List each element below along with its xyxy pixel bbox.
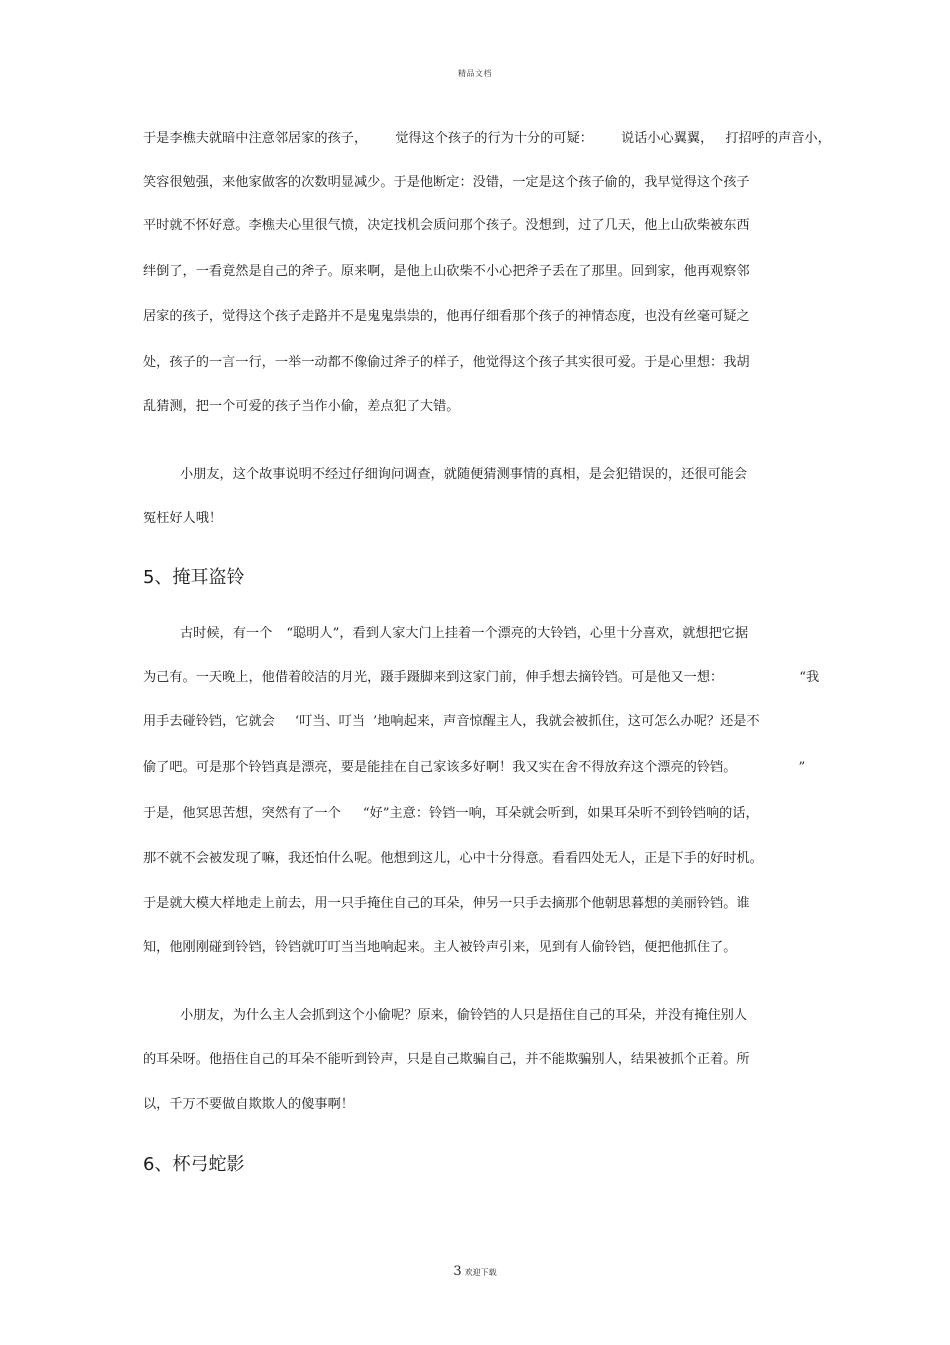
paragraph-line: 于是就大模大样地走上前去，用一只手掩住自己的耳朵，伸另一只手去摘那个他朝思暮想的美丽铃铛。谁 bbox=[143, 896, 750, 911]
paragraph-line: 处，孩子的一言一行，一举一动都不像偷过斧子的样子，他觉得这个孩子其实很可爱。于是心里想：我胡 bbox=[143, 355, 750, 370]
paragraph-line: 以，千万不要做自欺欺人的傻事啊！ bbox=[143, 1097, 354, 1112]
paragraph-line: 乱猜测，把一个可爱的孩子当作小偷，差点犯了大错。 bbox=[143, 399, 460, 414]
paragraph-line: 笑容很勉强，来他家做客的次数明显减少。于是他断定：没错，一定是这个孩子偷的，我早觉得这个孩子 bbox=[143, 175, 750, 190]
paragraph-line: 知，他刚刚碰到铃铛，铃铛就叮叮当当地响起来。主人被铃声引来，见到有人偷铃铛，便把他抓住了。 bbox=[143, 940, 737, 955]
page-footer bbox=[0, 1260, 950, 1279]
paragraph-line: 于是李樵夫就暗中注意邻居家的孩子， 觉得这个孩子的行为十分的可疑： 说话小心翼翼， 打招呼的声音小， bbox=[143, 131, 831, 146]
header-watermark: 精品文档 bbox=[458, 69, 492, 78]
paragraph-line: 冤枉好人哦！ bbox=[143, 511, 223, 526]
paragraph-line: 平时就不怀好意。李樵夫心里很气愤，决定找机会质问那个孩子。没想到，过了几天，他上山砍柴被东西 bbox=[143, 218, 750, 233]
paragraph-line: 偷了吧。可是那个铃铛真是漂亮，要是能挂在自己家该多好啊！我又实在舍不得放弃这个漂亮的铃铛。 ” bbox=[143, 760, 806, 775]
paragraph-line: 小朋友，这个故事说明不经过仔细询问调查，就随便猜测事情的真相，是会犯错误的，还很可能会 bbox=[180, 467, 748, 482]
page-number: 3 bbox=[453, 1264, 462, 1279]
paragraph-line: 绊倒了，一看竟然是自己的斧子。原来啊，是他上山砍柴不小心把斧子丢在了那里。回到家，他再观察邻 bbox=[143, 264, 750, 279]
paragraph-line: 用手去碰铃铛，它就会 ‘叮当、叮当 ’地响起来，声音惊醒主人，我就会被抓住，这可怎么办呢？还是不 bbox=[143, 714, 760, 729]
paragraph-line: 居家的孩子，觉得这个孩子走路并不是鬼鬼祟祟的，他再仔细看那个孩子的神情态度，也没有丝毫可疑之 bbox=[143, 309, 750, 324]
section-heading: 5、掩耳盗铃 bbox=[143, 567, 245, 588]
paragraph-line: 那不就不会被发现了嘛，我还怕什么呢。他想到这儿，心中十分得意。看看四处无人，正是下手的好时机。 bbox=[143, 851, 763, 866]
paragraph-line: 于是，他冥思苦想，突然有了一个 “好”主意：铃铛一响，耳朵就会听到，如果耳朵听不到铃铛响的话， bbox=[143, 806, 759, 821]
paragraph-line: 小朋友，为什么主人会抓到这个小偷呢？原来，偷铃铛的人只是捂住自己的耳朵，并没有掩住别人 bbox=[180, 1008, 748, 1023]
section-heading: 6、杯弓蛇影 bbox=[143, 1154, 245, 1175]
paragraph-line: 古时候，有一个 “聪明人”，看到人家大门上挂着一个漂亮的大铃铛，心里十分喜欢，就想把它据 bbox=[180, 626, 749, 641]
paragraph-line: 为己有。一天晚上，他借着皎洁的月光，蹑手蹑脚来到这家门前，伸手想去摘铃铛。可是他又一想： “我 bbox=[143, 670, 820, 685]
paragraph-line: 的耳朵呀。他捂住自己的耳朵不能听到铃声，只是自己欺骗自己，并不能欺骗别人，结果被抓个正着。所 bbox=[143, 1052, 750, 1067]
footer-text: 欢迎下载 bbox=[464, 1268, 497, 1277]
